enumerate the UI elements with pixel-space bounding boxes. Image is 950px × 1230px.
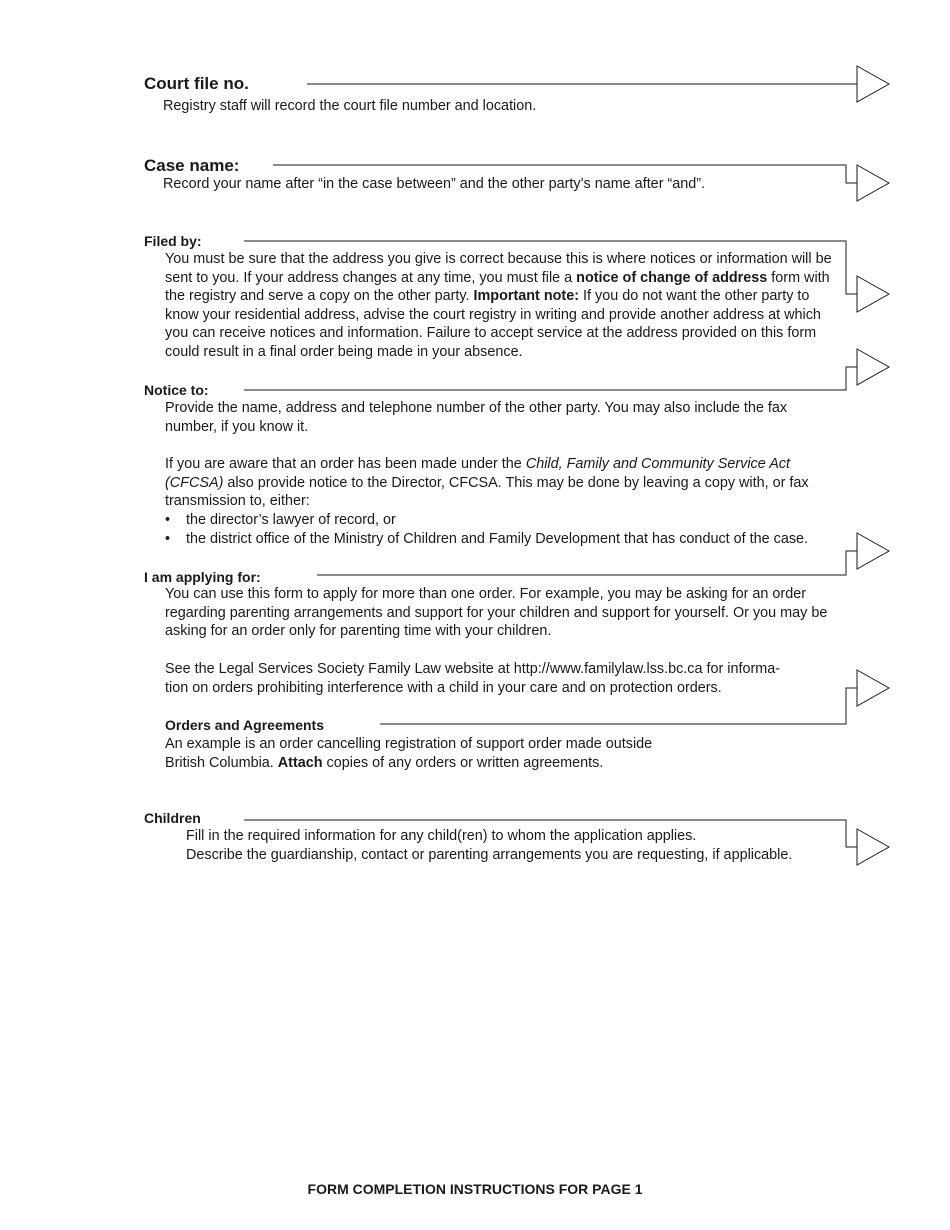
page-footer: FORM COMPLETION INSTRUCTIONS FOR PAGE 1 (307, 1181, 643, 1197)
filed-by-arrow-icon (857, 276, 889, 312)
court-file-text: Registry staff will record the court file number and location. (163, 98, 537, 114)
filed-by-text: You must be sure that the address you give is correct because this is where notices or information will be sent to you. If your address changes at any time, you must file a notice of change of address form with the registry and serve a copy on the other party. Important note: If you do not want the other party to know your residential address, advise the court registry in writing and provide another address at which you can receive notices and information. Failure to accept service at the address provided on this form could result in a final order being made in your absence. (165, 251, 832, 360)
notice-to-para-1: Provide the name, address and telephone number of the other party. You may also include the fax number, if you know it. (165, 400, 788, 435)
children-arrow-icon (857, 829, 889, 865)
notice-to-bullets (165, 511, 850, 548)
list-item: • the director’s lawyer of record, or (165, 512, 396, 528)
case-name-heading: Case name: (144, 156, 240, 175)
children-text: Fill in the required information for any child(ren) to whom the application applies. Describe the guardianship, contact or parenting arrangements you are requesting, if applicable. (186, 828, 793, 863)
notice-to-arrow-icon (857, 349, 889, 385)
bullet-icon: • (165, 512, 171, 528)
applying-for-para-2: See the Legal Services Society Family Law website at http://www.familylaw.lss.bc.ca for informa- tion on orders prohibiting interference with a child in your care and on protection orders. (165, 661, 781, 696)
children-heading: Children (144, 810, 201, 826)
applying-for-arrow-icon (857, 533, 889, 569)
bullet-icon: • (165, 530, 171, 547)
notice-to-para-2: If you are aware that an order has been made under the Child, Family and Community Service Act (CFCSA) also provide notice to the Director, CFCSA. This may be done by leaving a copy with, or fax transmission to, either: (165, 456, 809, 510)
filed-by-heading: Filed by: (144, 233, 202, 249)
notice-to-connector (244, 367, 857, 390)
applying-for-connector (317, 551, 857, 575)
list-item: • the district office of the Ministry of Children and Family Development that has conduct of the case. (165, 530, 809, 547)
notice-to-heading: Notice to: (144, 382, 209, 398)
case-name-arrow-icon (857, 165, 889, 201)
applying-for-heading: I am applying for: (144, 569, 261, 585)
court-file-heading: Court file no. (144, 74, 249, 93)
case-name-text: Record your name after “in the case between” and the other party’s name after “and”. (163, 176, 706, 192)
orders-arrow-icon (857, 670, 889, 706)
orders-text: An example is an order cancelling registration of support order made outside British Columbia. Attach copies of any orders or written agreements. (165, 736, 653, 771)
court-file-arrow-icon (857, 66, 889, 102)
orders-heading: Orders and Agreements (165, 717, 324, 733)
applying-for-para-1: You can use this form to apply for more than one order. For example, you may be asking for an order regarding parenting arrangements and support for your children and support for yourself. Or you may be asking for an order only for parenting time with your children. (165, 586, 828, 640)
